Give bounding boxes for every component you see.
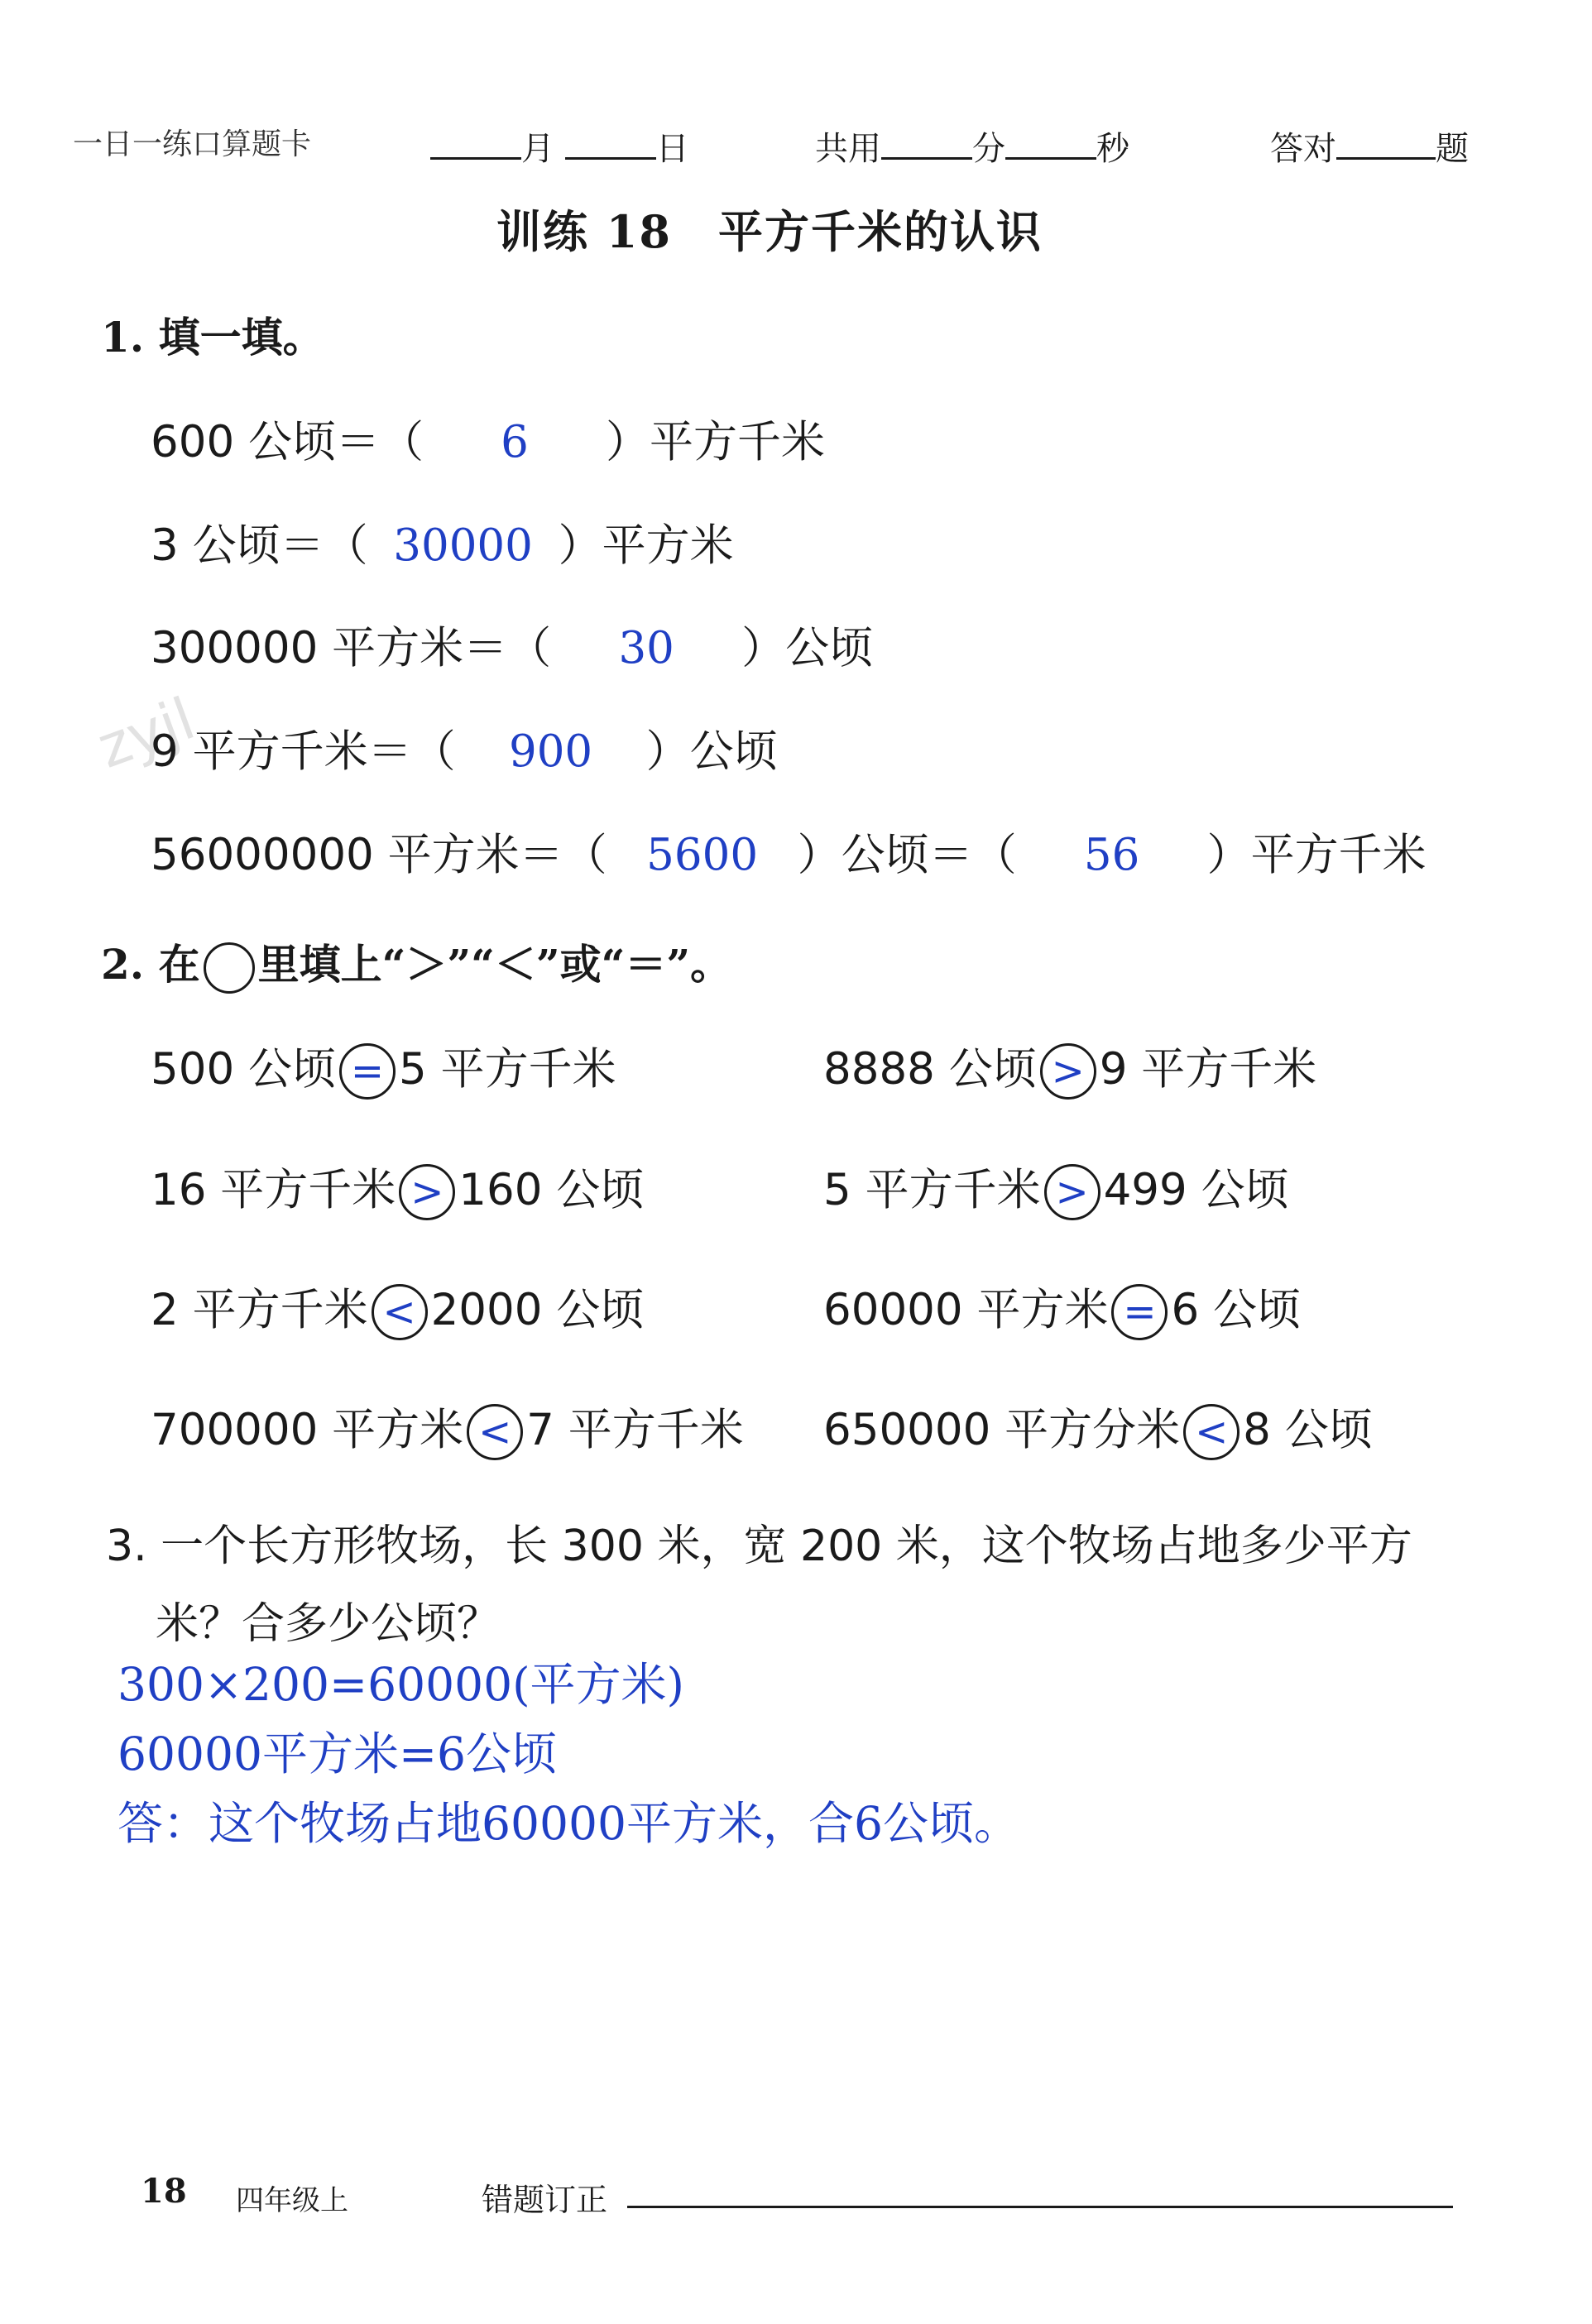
fill-item-5: 56000000 平方米＝（ 5600 ）公顷＝（ 56 ）平方千米 [151,830,1427,880]
page-number: 18 [141,2172,187,2211]
month-label: 月 [521,130,554,168]
minutes-label: 分 [972,130,1005,168]
solution-answer: 答：这个牧场占地60000平方米，合6公顷。 [117,1797,1019,1850]
compare-item-8: 650000 平方分米 < 8 公顷 [823,1395,1373,1460]
answer-value[interactable]: 900 [508,726,593,777]
card-name: 一日一练口算题卡 [73,127,312,161]
score-field [1270,122,1469,170]
word-problem-line2: 米？合多少公顷？ [156,1599,501,1649]
compare-circle[interactable]: < [372,1284,428,1340]
compare-item-1: 500 公顷 = 5 平方千米 [151,1034,616,1100]
compare-item-5: 2 平方千米 < 2000 公顷 [151,1275,644,1340]
answer-value[interactable]: 6 [501,417,529,467]
seconds-blank[interactable] [1005,129,1096,160]
page-title: 训练 18 平方千米的认识 [496,205,1043,258]
answer-value-2[interactable]: 56 [1083,830,1140,880]
compare-circle[interactable]: = [1111,1284,1168,1340]
compare-item-4: 5 平方千米 > 499 公顷 [823,1155,1289,1220]
compare-item-2: 8888 公顷 > 9 平方千米 [823,1034,1316,1100]
compare-item-6: 60000 平方米 = 6 公顷 [823,1275,1301,1340]
minutes-blank[interactable] [881,129,972,160]
day-label: 日 [655,130,689,168]
watermark: zyjl [89,684,204,782]
correction-line[interactable] [627,2206,1453,2208]
questions-label: 题 [1436,130,1469,168]
fill-item-3: 300000 平方米＝（ 30 ）公顷 [151,623,874,673]
solution-line-2: 60000平方米=6公顷 [117,1727,558,1780]
compare-item-7: 700000 平方米 < 7 平方千米 [151,1395,744,1460]
solution-line-1: 300×200=60000(平方米) [117,1658,685,1711]
time-prefix: 共用 [815,130,881,168]
section2-heading: 2. 在 里填上“＞”“＜”或“＝”。 [101,932,731,994]
correct-prefix: 答对 [1270,130,1336,168]
compare-circle[interactable]: > [1044,1164,1100,1220]
fill-item-2: 3 公顷＝（ 30000 ）平方米 [151,520,734,571]
answer-value[interactable]: 30000 [393,520,533,571]
grade-label: 四年级上 [236,2184,348,2217]
seconds-label: 秒 [1096,130,1129,168]
compare-circle[interactable]: < [467,1404,523,1460]
correct-blank[interactable] [1336,129,1436,160]
fill-item-1: 600 公顷＝（ 6 ）平方千米 [151,417,826,467]
month-blank[interactable] [430,129,521,160]
word-problem-line1: 3. 一个长方形牧场，长 300 米，宽 200 米，这个牧场占地多少平方 [106,1521,1412,1571]
section1-heading: 1. 填一填。 [101,313,324,362]
fill-item-4: 9 平方千米＝（ 900 ）公顷 [151,726,778,777]
empty-circle-icon [204,942,255,994]
compare-circle[interactable]: > [1040,1043,1096,1100]
date-field [430,122,689,170]
compare-item-3: 16 平方千米 > 160 公顷 [151,1155,644,1220]
compare-circle[interactable]: > [399,1164,455,1220]
time-field [815,122,1129,170]
day-blank[interactable] [565,129,656,160]
compare-circle[interactable]: = [339,1043,396,1100]
answer-value[interactable]: 30 [618,623,674,673]
correction-label: 错题订正 [482,2182,608,2218]
answer-value[interactable]: 5600 [646,830,759,880]
compare-circle[interactable]: < [1183,1404,1240,1460]
